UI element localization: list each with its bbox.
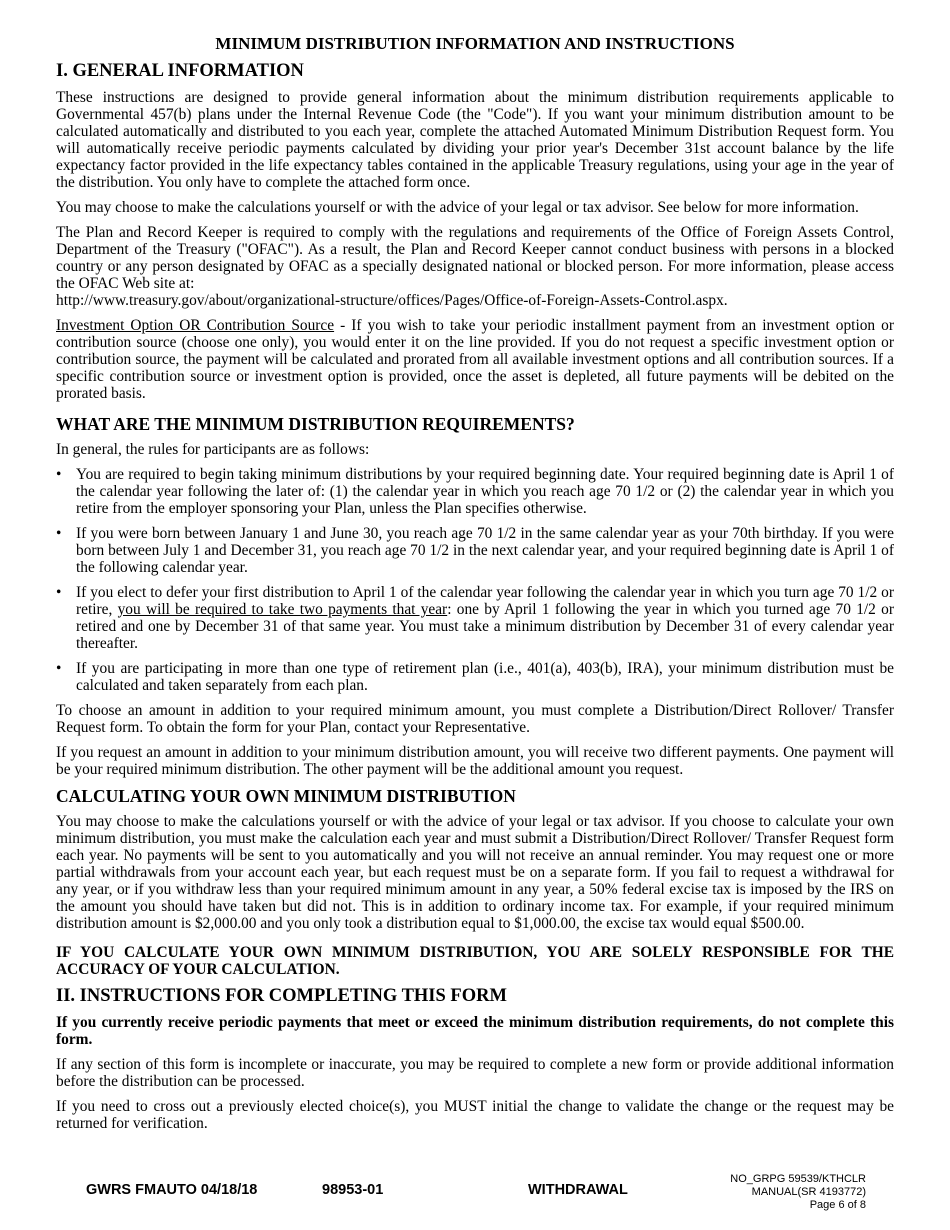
- footer-type: WITHDRAWAL: [528, 1182, 628, 1198]
- ofac-paragraph: [56, 224, 894, 292]
- ofac-text: The Plan and Record Keeper is required to comply with the regulations and requirements of the Office of Foreign Assets Control, Department of the Treasury ("OFAC"). As a result, the Plan and Record Keeper cannot conduct business with persons in a blocked country or any person designated by OFAC as a specially designated national or blocked person. For more information, please access the OFAC Web site at:: [56, 224, 894, 292]
- requirements-bullet-1: • You are required to begin taking minimum distributions by your required beginning date. Your required beginning date is April 1 of the calendar year following the later of: (1) the calendar year in which you reach age 70 1/2 or (2) the calendar year in which you retire from the employer sponsoring your Plan, unless the Plan specifies otherwise.: [56, 466, 894, 517]
- bullet-3-text-a: If you elect to defer your first distribution to April 1 of the calendar year following the calendar year in which you turn age 70 1/2 or retire,: [76, 584, 894, 618]
- investment-option-label: Investment Option OR Contribution Source: [56, 317, 335, 334]
- calculating-paragraph: You may choose to make the calculations yourself or with the advice of your legal or tax advisor. If you choose to calculate your own minimum distribution, you must make the calculation each year and must submit a Distribution/Direct Rollover/ Transfer Request form each year. No payments will be sent to you automatically and you will not receive an annual reminder. You may request one or more partial withdrawals from your account each year, but each request must be on a separate form. If you fail to request a withdrawal for any year, or if you withdraw less than your required minimum amount in any year, a 50% federal excise tax is imposed by the IRS on the amount you should have taken but did not. This is in addition to ordinary income tax. For example, if your required minimum distribution amount is $2,000.00 and you only took a distribution equal to $1,000.00, the excise tax would equal $500.00.: [56, 813, 894, 932]
- page-footer: [0, 1172, 950, 1230]
- footer-page-number: Page 6 of 8: [809, 1199, 866, 1211]
- investment-option-text: - If you wish to take your periodic installment payment from an investment option or contribution source (choose one only), you would enter it on the line provided. If you do not request a specific investment option or contribution source, the payment will be calculated and prorated from all available investment options and all contribution sources. If a specific contribution source or investment option is provided, once the asset is depleted, all future payments will be debited on the prorated basis.: [56, 317, 894, 402]
- requirements-bullet-4: • If you are participating in more than one type of retirement plan (i.e., 401(a), 403(b), IRA), your minimum distribution must be calculated and taken separately from each plan.: [56, 660, 894, 694]
- instructions-paragraph-1: If any section of this form is incomplete or inaccurate, you may be required to complete a new form or provide additional information before the distribution can be processed.: [56, 1056, 894, 1090]
- section-instructions-heading: II. INSTRUCTIONS FOR COMPLETING THIS FORM: [56, 986, 507, 1006]
- requirements-paragraph-6: If you request an amount in addition to your minimum distribution amount, you will receive two different payments. One payment will be your required minimum distribution. The other payment will be the additional amount you request.: [56, 744, 894, 778]
- bullet-3-text-b: : one by April 1 following the year in which you turned age 70 1/2 or retired and one by December 31 of that same year. You must take a minimum distribution by December 31 of every calendar year thereafter.: [76, 601, 894, 652]
- requirements-intro: In general, the rules for participants are as follows:: [56, 441, 370, 458]
- calculating-warning: IF YOU CALCULATE YOUR OWN MINIMUM DISTRIBUTION, YOU ARE SOLELY RESPONSIBLE FOR THE ACCURACY OF YOUR CALCULATION.: [56, 944, 894, 978]
- footer-references: [730, 1173, 866, 1212]
- footer-code: 98953-01: [322, 1182, 384, 1198]
- ofac-url-paragraph: [56, 292, 894, 309]
- document-title: MINIMUM DISTRIBUTION INFORMATION AND INSTRUCTIONS: [215, 34, 735, 53]
- section-requirements-heading: WHAT ARE THE MINIMUM DISTRIBUTION REQUIREMENTS?: [56, 414, 575, 434]
- requirements-paragraph-5: To choose an amount in addition to your required minimum amount, you must complete a Distribution/Direct Rollover/ Transfer Request form. To obtain the form for your Plan, contact your Representative.: [56, 702, 894, 736]
- footer-form-id: GWRS FMAUTO 04/18/18: [86, 1182, 258, 1198]
- footer-ref-2: MANUAL(SR 4193772): [751, 1186, 866, 1198]
- instructions-bold-note: If you currently receive periodic payments that meet or exceed the minimum distribution requirements, do not complete this form.: [56, 1014, 894, 1048]
- general-paragraph-2: You may choose to make the calculations yourself or with the advice of your legal or tax advisor. See below for more information.: [56, 199, 859, 216]
- footer-ref-1: NO_GRPG 59539/KTHCLR: [730, 1173, 866, 1185]
- document-page: [56, 34, 894, 1140]
- section-general-information-heading: I. GENERAL INFORMATION: [56, 61, 304, 81]
- ofac-url: http://www.treasury.gov/about/organizational-structure/offices/Pages/Office-of-Foreign-Assets-Control.aspx.: [56, 292, 728, 309]
- requirements-list: [56, 466, 894, 694]
- investment-option-paragraph: [56, 317, 894, 402]
- general-paragraph-1: These instructions are designed to provide general information about the minimum distribution requirements applicable to Governmental 457(b) plans under the Internal Revenue Code (the "Code"). If you want your minimum distribution amount to be calculated automatically and distributed to you each year, complete the attached Automated Minimum Distribution Request form. You will automatically receive periodic payments calculated by dividing your prior year's December 31st account balance by the life expectancy factor provided in the life expectancy tables contained in the applicable Treasury regulations, using your age in the year of the distribution. You only have to complete the attached form once.: [56, 89, 894, 191]
- section-calculating-heading: CALCULATING YOUR OWN MINIMUM DISTRIBUTION: [56, 786, 516, 806]
- instructions-paragraph-2: If you need to cross out a previously elected choice(s), you MUST initial the change to validate the change or the request may be returned for verification.: [56, 1098, 894, 1132]
- requirements-bullet-2: • If you were born between January 1 and June 30, you reach age 70 1/2 in the same calendar year as your 70th birthday. If you were born between July 1 and December 31, you reach age 70 1/2 in the next calendar year, and your required beginning date is April 1 of the following calendar year.: [56, 525, 894, 576]
- requirements-bullet-3: [56, 584, 894, 652]
- bullet-3-underlined: you will be required to take two payments that year: [117, 601, 448, 618]
